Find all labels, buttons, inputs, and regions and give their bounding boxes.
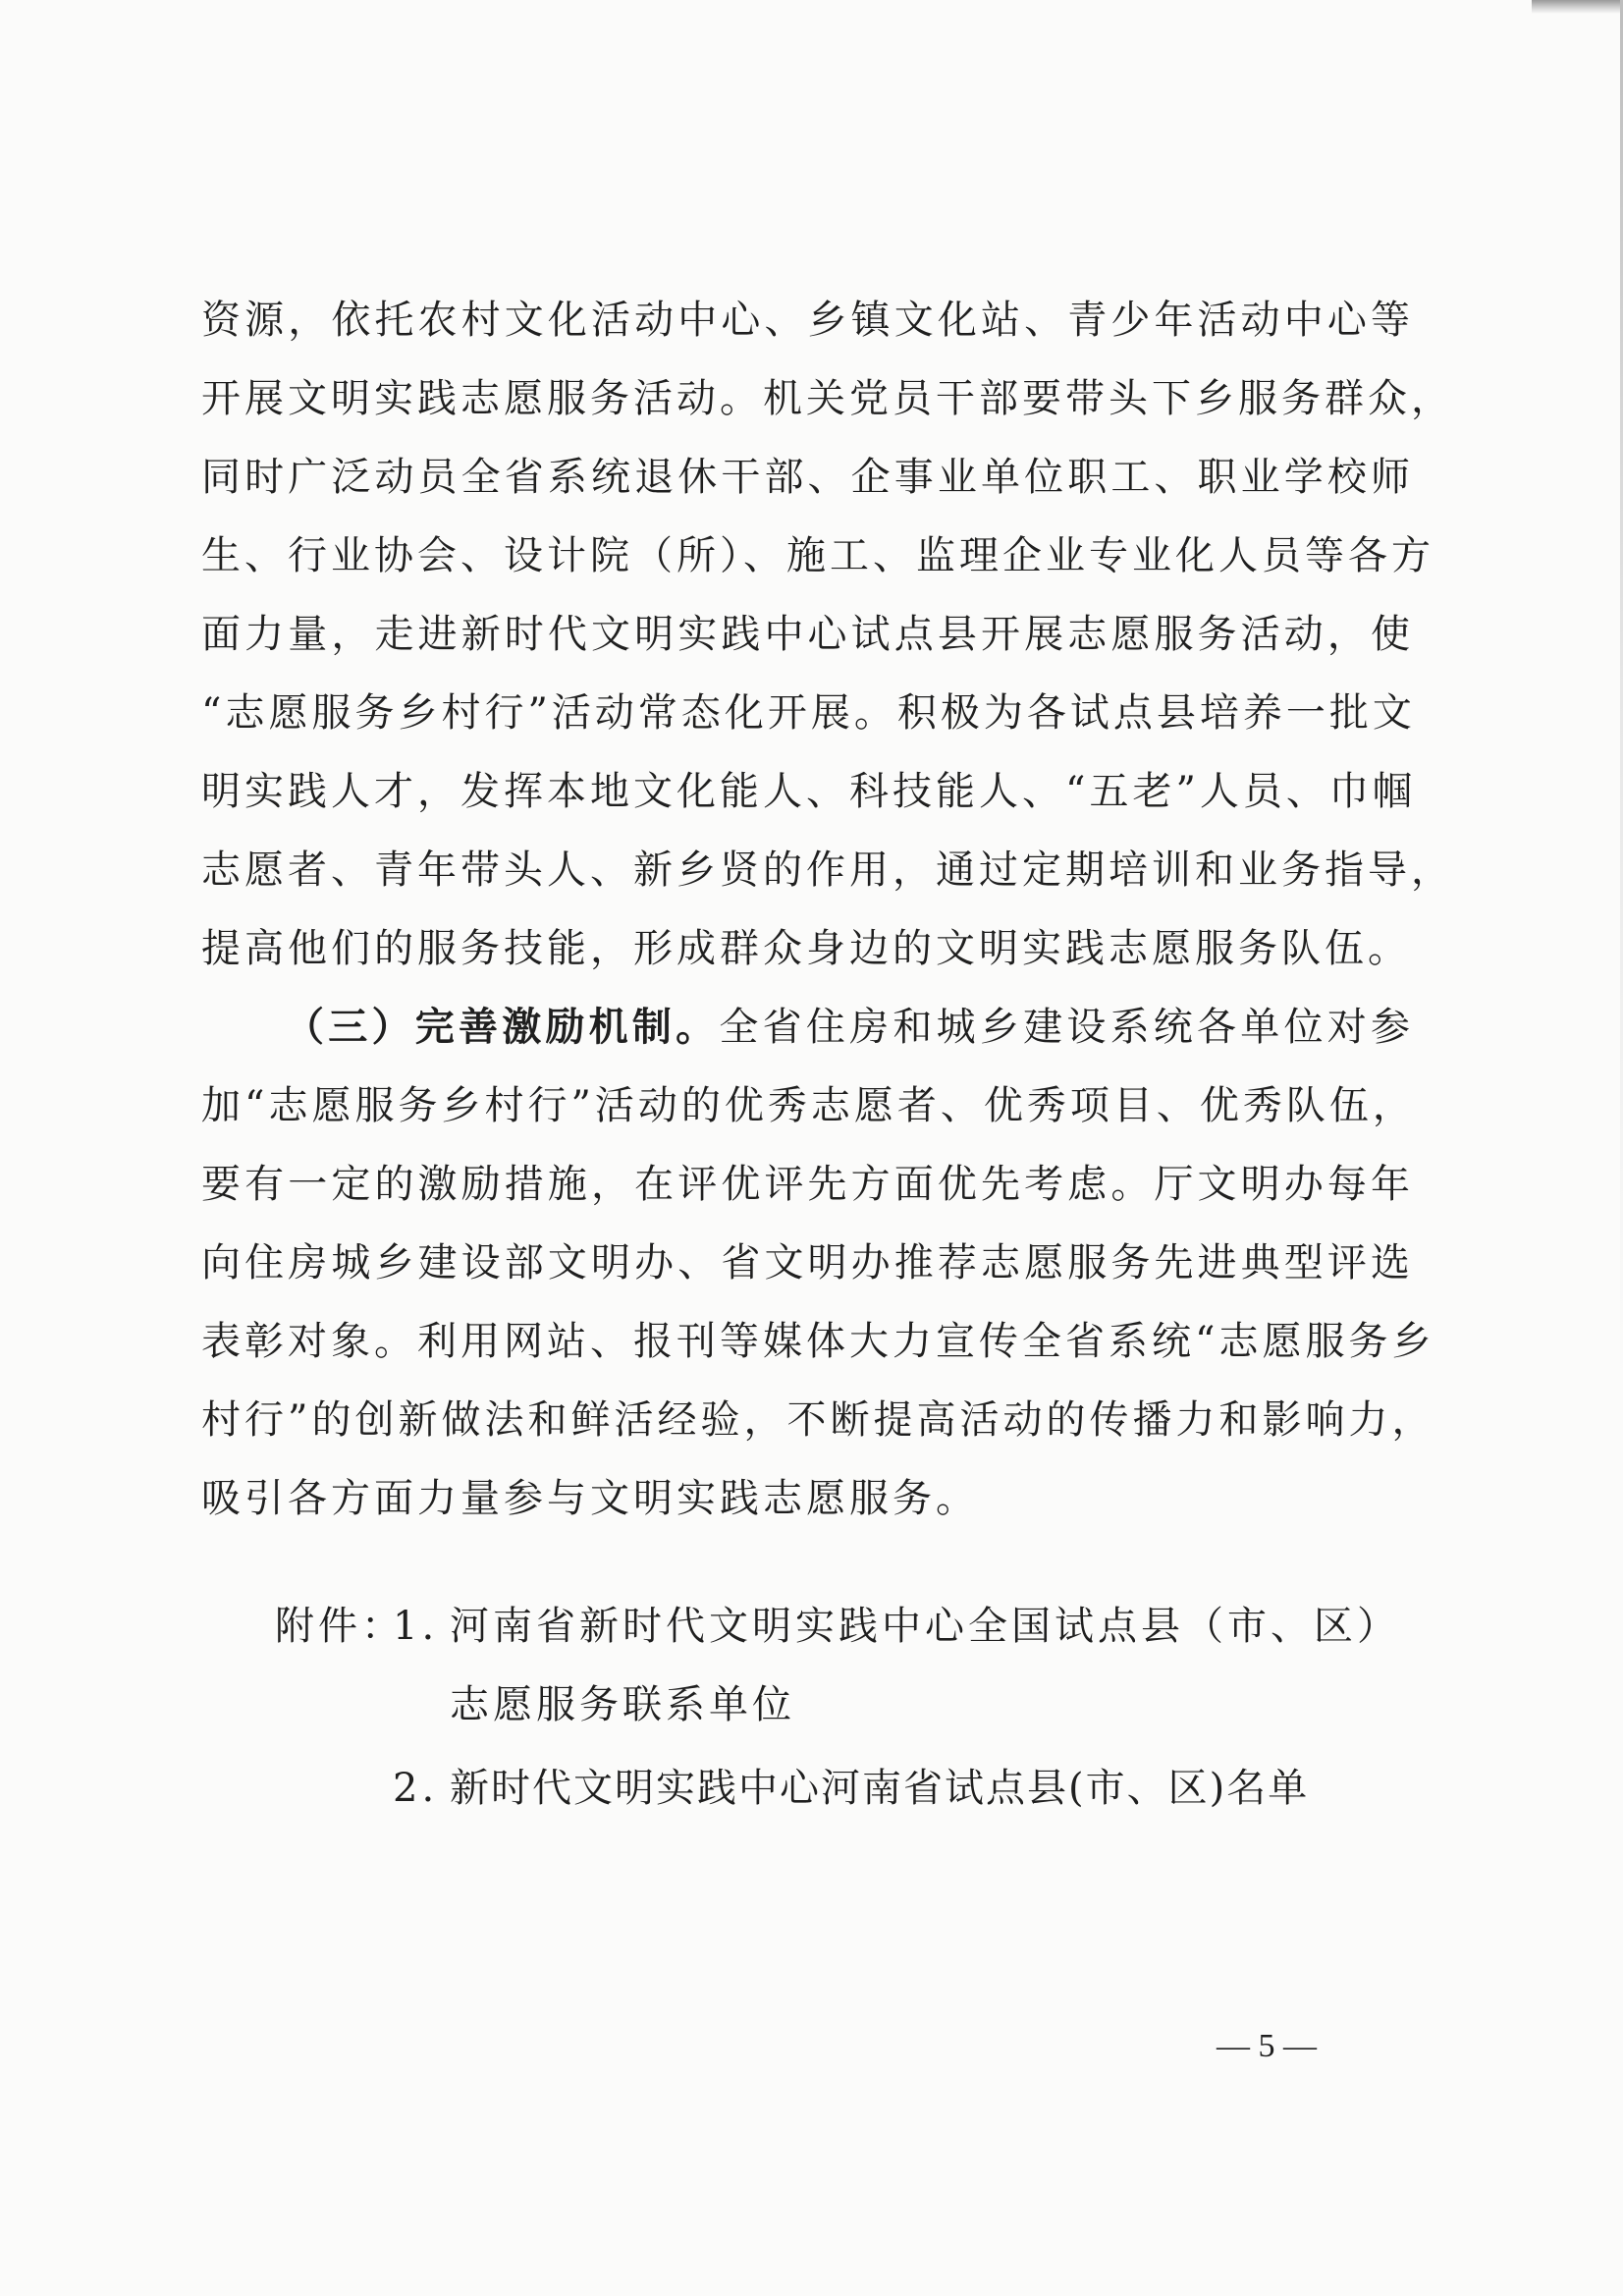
body-line: 村行”的创新做法和鲜活经验，不断提高活动的传播力和影响力，	[201, 1397, 1435, 1443]
body-line: 加“志愿服务乡村行”活动的优秀志愿者、优秀项目、优秀队伍，	[201, 1083, 1416, 1128]
attachment-2-title: 新时代文明实践中心河南省试点县(市、区)名单	[450, 1766, 1310, 1811]
scan-edge-shadow-top	[1532, 0, 1623, 14]
attachment-1-number: 1.	[393, 1604, 439, 1649]
attachments-label: 附件：	[275, 1604, 405, 1649]
body-line: 开展文明实践志愿服务活动。机关党员干部要带头下乡服务群众，	[201, 376, 1454, 421]
body-line: 资源，依托农村文化活动中心、乡镇文化站、青少年活动中心等	[201, 298, 1414, 343]
attachment-2-number: 2.	[393, 1766, 439, 1811]
section-3-first-line	[285, 1002, 1414, 1053]
page-number: — 5 —	[1217, 2028, 1317, 2064]
body-line: 同时广泛动员全省系统退休干部、企事业单位职工、职业学校师	[201, 455, 1414, 500]
body-line: 表彰对象。利用网站、报刊等媒体大力宣传全省系统“志愿服务乡	[201, 1319, 1435, 1364]
body-line: “志愿服务乡村行”活动常态化开展。积极为各试点县培养一批文	[201, 690, 1416, 736]
attachment-1-title-continued: 志愿服务联系单位	[450, 1682, 795, 1727]
attachment-1-title: 河南省新时代文明实践中心全国试点县（市、区）	[450, 1604, 1400, 1649]
body-line: 要有一定的激励措施，在评优评先方面优先考虑。厅文明办每年	[201, 1162, 1414, 1207]
body-line: 生、行业协会、设计院（所）、施工、监理企业专业化人员等各方	[201, 533, 1434, 578]
body-line: 面力量，走进新时代文明实践中心试点县开展志愿服务活动，使	[201, 612, 1414, 657]
section-3-heading: （三）完善激励机制。	[285, 1004, 720, 1050]
body-line: 向住房城乡建设部文明办、省文明办推荐志愿服务先进典型评选	[201, 1240, 1414, 1285]
body-line: 志愿者、青年带头人、新乡贤的作用，通过定期培训和业务指导，	[201, 847, 1454, 893]
section-3-first-line-text: 全省住房和城乡建设系统各单位对参	[719, 1005, 1415, 1050]
body-line: 吸引各方面力量参与文明实践志愿服务。	[201, 1476, 979, 1521]
body-line: 明实践人才，发挥本地文化能人、科技能人、“五老”人员、巾帼	[201, 769, 1416, 814]
body-line: 提高他们的服务技能，形成群众身边的文明实践志愿服务队伍。	[201, 926, 1411, 971]
